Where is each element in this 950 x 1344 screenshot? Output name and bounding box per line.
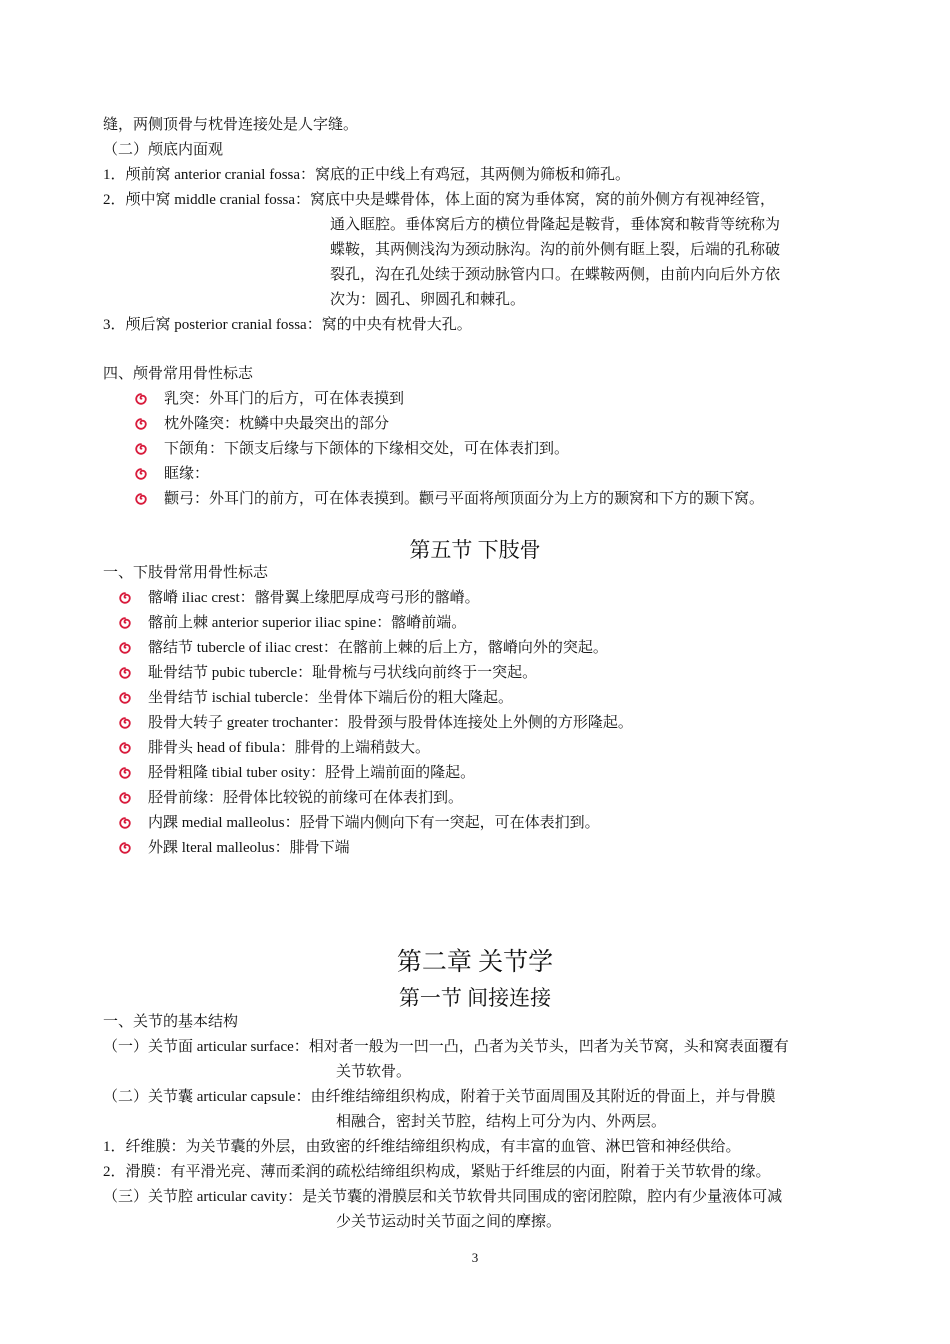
list-item-text: 坐骨结节 ischial tubercle：坐骨体下端后份的粗大隆起。 — [148, 690, 513, 706]
list-item-text: 髂结节 tubercle of iliac crest：在髂前上棘的后上方，髂嵴向外的突起。 — [148, 640, 608, 656]
list-item-text: 颧弓：外耳门的前方，可在体表摸到。颧弓平面将颅顶面分为上方的颞窝和下方的颞下窝。 — [164, 491, 765, 507]
continuation-line: 蝶鞍，其两侧浅沟为颈动脉沟。沟的前外侧有眶上裂，后端的孔称破 — [330, 242, 781, 258]
section-heading: 一、下肢骨常用骨性标志 — [103, 565, 269, 581]
list-item-text: 耻骨结节 pubic tubercle：耻骨梳与弓状线向前终于一突起。 — [148, 665, 538, 681]
section-title: 第五节 下肢骨 — [409, 538, 541, 562]
list-item-text: 枕外隆突：枕鳞中央最突出的部分 — [164, 416, 390, 432]
spiral-bullet-icon — [118, 716, 132, 730]
continuation-line: 关节软骨。 — [336, 1064, 412, 1080]
spiral-bullet-icon — [118, 791, 132, 805]
paragraph: 2．滑膜：有平滑光亮、薄而柔润的疏松结缔组织构成，紧贴于纤维层的内面，附着于关节软骨的缘。 — [103, 1164, 771, 1180]
list-item-text: 髂嵴 iliac crest：髂骨翼上缘肥厚成弯弓形的髂嵴。 — [148, 590, 480, 606]
paragraph: （一）关节面 articular surface：相对者一般为一凹一凸，凸者为关节头，凹者为关节窝，头和窝表面覆有 — [103, 1039, 789, 1055]
continuation-line: 通入眶腔。垂体窝后方的横位骨隆起是鞍背，垂体窝和鞍背等统称为 — [330, 217, 781, 233]
list-item-text: 外踝 lteral malleolus：腓骨下端 — [148, 840, 350, 856]
list-item: 3．颅后窝 posterior cranial fossa：窝的中央有枕骨大孔。 — [103, 317, 472, 333]
list-item-text: 髂前上棘 anterior superior iliac spine：髂嵴前端。 — [148, 615, 467, 631]
spiral-bullet-icon — [134, 417, 148, 431]
list-item-text: 胫骨粗隆 tibial tuber osity：胫骨上端前面的隆起。 — [148, 765, 476, 781]
spiral-bullet-icon — [134, 492, 148, 506]
text-line: 缝，两侧顶骨与枕骨连接处是人字缝。 — [103, 117, 359, 133]
spiral-bullet-icon — [118, 641, 132, 655]
spiral-bullet-icon — [118, 816, 132, 830]
list-item: 2．颅中窝 middle cranial fossa：窝底中央是蝶骨体，体上面的窝为垂体窝，窝的前外侧方有视神经管， — [103, 192, 776, 208]
list-item: 1．颅前窝 anterior cranial fossa：窝底的正中线上有鸡冠，其两侧为筛板和筛孔。 — [103, 167, 631, 183]
paragraph: （二）关节囊 articular capsule：由纤维结缔组织构成，附着于关节面周围及其附近的骨面上，并与骨膜 — [103, 1089, 776, 1105]
list-item-text: 下颌角：下颌支后缘与下颌体的下缘相交处，可在体表扪到。 — [164, 441, 570, 457]
spiral-bullet-icon — [118, 741, 132, 755]
spiral-bullet-icon — [118, 591, 132, 605]
spiral-bullet-icon — [118, 616, 132, 630]
continuation-line: 相融合，密封关节腔，结构上可分为内、外两层。 — [336, 1114, 667, 1130]
section-title: 第一节 间接连接 — [398, 986, 552, 1010]
continuation-line: 裂孔，沟在孔处续于颈动脉管内口。在蝶鞍两侧，由前内向后外方依 — [330, 267, 781, 283]
paragraph: （三）关节腔 articular cavity：是关节囊的滑膜层和关节软骨共同围成的密闭腔隙，腔内有少量液体可减 — [103, 1189, 783, 1205]
spiral-bullet-icon — [134, 392, 148, 406]
spiral-bullet-icon — [118, 841, 132, 855]
section-heading: 一、关节的基本结构 — [103, 1014, 239, 1030]
list-item-text: 乳突：外耳门的后方，可在体表摸到 — [164, 391, 405, 407]
list-item-text: 内踝 medial malleolus：胫骨下端内侧向下有一突起，可在体表扪到。 — [148, 815, 600, 831]
continuation-line: 少关节运动时关节面之间的摩擦。 — [336, 1214, 562, 1230]
spiral-bullet-icon — [118, 666, 132, 680]
list-item-text: 胫骨前缘：胫骨体比较锐的前缘可在体表扪到。 — [148, 790, 464, 806]
spiral-bullet-icon — [134, 442, 148, 456]
paragraph: 1．纤维膜：为关节囊的外层，由致密的纤维结缔组织构成，有丰富的血管、淋巴管和神经供给。 — [103, 1139, 741, 1155]
list-item-text: 股骨大转子 greater trochanter：股骨颈与股骨体连接处上外侧的方形隆起。 — [148, 715, 633, 731]
section-heading: 四、颅骨常用骨性标志 — [103, 366, 254, 382]
continuation-line: 次为：圆孔、卵圆孔和棘孔。 — [330, 292, 526, 308]
list-item-text: 腓骨头 head of fibula：腓骨的上端稍鼓大。 — [148, 740, 431, 756]
page-number: 3 — [471, 1250, 479, 1265]
sub-heading: （二）颅底内面观 — [103, 142, 224, 158]
chapter-title: 第二章 关节学 — [396, 949, 554, 976]
list-item-text: 眶缘： — [164, 466, 210, 482]
spiral-bullet-icon — [118, 691, 132, 705]
spiral-bullet-icon — [118, 766, 132, 780]
spiral-bullet-icon — [134, 467, 148, 481]
